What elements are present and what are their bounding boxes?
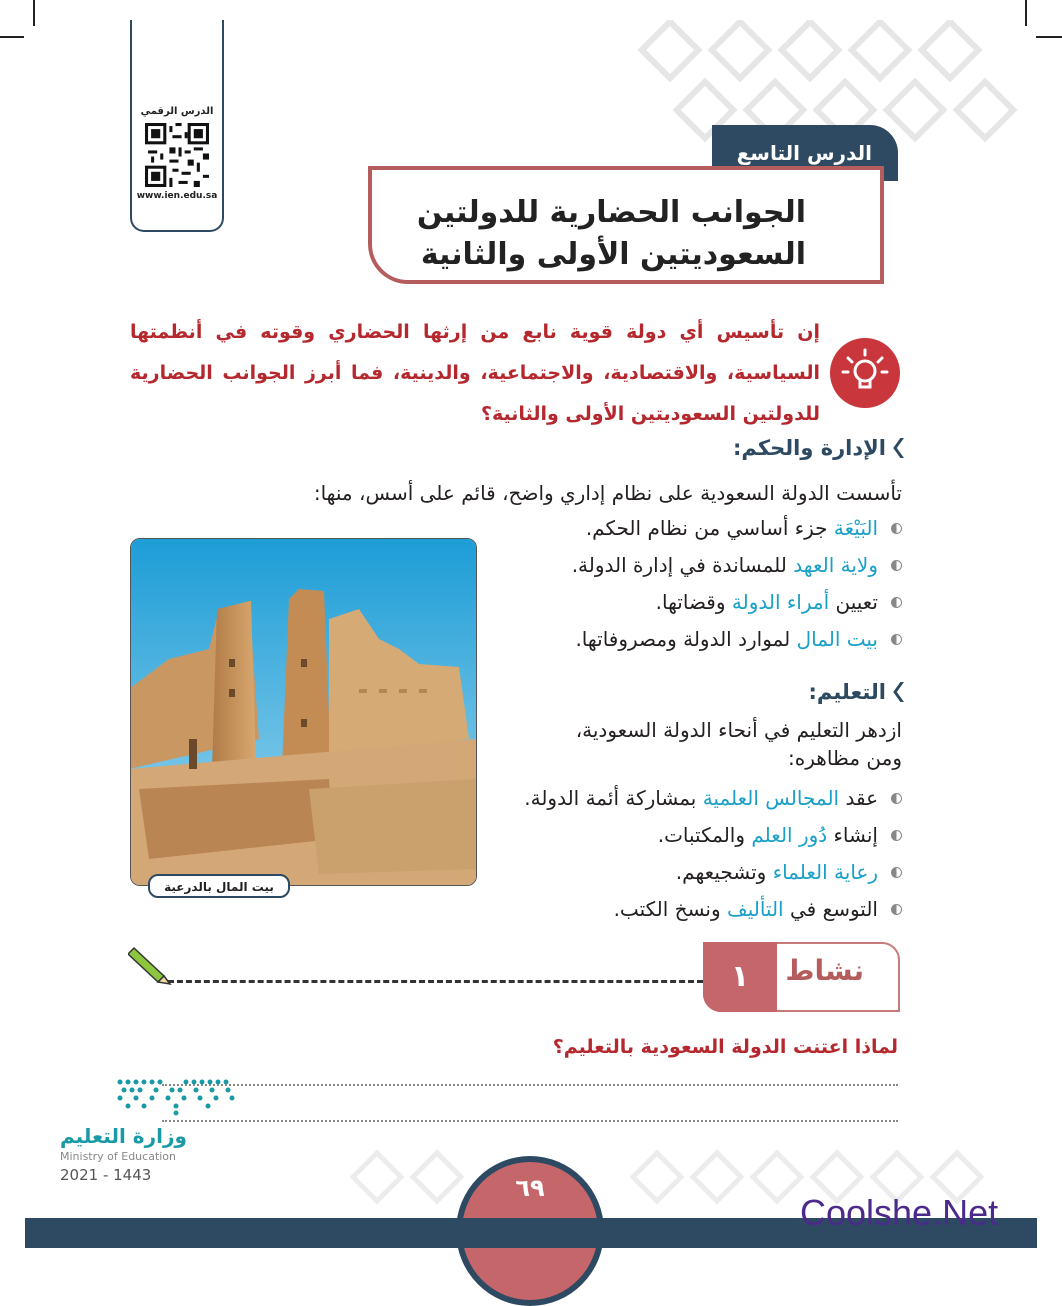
- bullet-icon: [891, 523, 902, 534]
- education-list: [524, 780, 902, 928]
- key-term: رعاية العلماء: [772, 860, 878, 884]
- answer-line[interactable]: [162, 1120, 898, 1122]
- list-item: [572, 584, 902, 621]
- ministry-logo-icon: [116, 1076, 238, 1116]
- key-term: أمراء الدولة: [731, 590, 830, 614]
- list-item: [572, 510, 902, 547]
- lesson-number-tab: الدرس التاسع: [712, 125, 898, 181]
- governance-heading-text: الإدارة والحكم:: [733, 436, 886, 460]
- list-item-text: وقضاتها.: [655, 590, 732, 614]
- bullet-icon: [891, 830, 902, 841]
- ministry-name-en: Ministry of Education: [60, 1150, 177, 1163]
- list-item-text: جزء أساسي من نظام الحكم.: [585, 516, 834, 540]
- digital-lesson-panel[interactable]: [130, 20, 224, 232]
- diriyah-treasury-photo: [130, 538, 477, 886]
- lesson-title-line2: السعوديتين الأولى والثانية: [420, 237, 806, 272]
- list-item: [524, 891, 902, 928]
- list-item-text: ونسخ الكتب.: [613, 897, 727, 921]
- lightbulb-icon: [830, 338, 900, 408]
- ministry-name-ar: وزارة التعليم: [60, 1124, 187, 1148]
- page-number: ٦٩: [515, 1174, 545, 1202]
- list-item-text: التوسع في: [783, 897, 878, 921]
- list-item: [524, 817, 902, 854]
- edition-year: 2021 - 1443: [60, 1166, 152, 1184]
- list-item: [524, 854, 902, 891]
- answer-line[interactable]: [162, 1084, 898, 1086]
- list-item-text: عقد: [839, 786, 878, 810]
- list-item-text: تعيين: [829, 590, 878, 614]
- education-lead-line1: ازدهر التعليم في أنحاء الدولة السعودية،: [575, 718, 902, 742]
- intro-question: إن تأسيس أي دولة قوية نابع من إرثها الحضاري وقوته في أنظمتها السياسية، والاقتصادية، والاجتماعية، والدينية، فما أبرز الجوانب الحضارية للدولتين السعوديتين الأولى والثانية؟: [130, 321, 820, 425]
- list-item: [572, 621, 902, 658]
- list-item: [572, 547, 902, 584]
- lesson-title-line1: الجوانب الحضارية للدولتين: [416, 195, 806, 230]
- education-heading-text: التعليم:: [808, 680, 886, 704]
- list-item-text: وتشجيعهم.: [675, 860, 773, 884]
- list-item-text: بمشاركة أئمة الدولة.: [524, 786, 703, 810]
- key-term: دُور العلم: [751, 823, 828, 847]
- key-term: البَيْعَة: [833, 516, 878, 540]
- list-item-text: لموارد الدولة ومصروفاتها.: [575, 627, 797, 651]
- activity-label: نشاط: [785, 954, 864, 987]
- key-term: بيت المال: [796, 627, 878, 651]
- key-term: التأليف: [727, 897, 784, 921]
- qr-code-icon[interactable]: [145, 123, 209, 187]
- governance-lead: تأسست الدولة السعودية على نظام إداري واضح، قائم على أسس، منها:: [313, 481, 902, 505]
- activity-dashed-line: [168, 980, 703, 983]
- site-watermark: Coolshe.Net: [800, 1192, 999, 1233]
- key-term: ولاية العهد: [793, 553, 878, 577]
- digital-lesson-url[interactable]: www.ien.edu.sa: [136, 191, 218, 201]
- bullet-icon: [891, 597, 902, 608]
- section-arrow-icon: [892, 682, 904, 702]
- list-item-text: للمساندة في إدارة الدولة.: [571, 553, 794, 577]
- bullet-icon: [891, 904, 902, 915]
- governance-list: [572, 510, 902, 658]
- activity-question: لماذا اعتنت الدولة السعودية بالتعليم؟: [552, 1036, 898, 1058]
- crop-mark: [0, 36, 24, 38]
- bullet-icon: [891, 867, 902, 878]
- education-lead: [576, 716, 902, 772]
- digital-lesson-label: الدرس الرقمي: [140, 106, 214, 117]
- section-arrow-icon: [892, 438, 904, 458]
- list-item-text: إنشاء: [827, 823, 878, 847]
- list-item-text: والمكتبات.: [657, 823, 752, 847]
- photo-caption: بيت المال بالدرعية: [148, 874, 290, 898]
- governance-heading: [733, 436, 904, 460]
- activity-box: [703, 942, 900, 1012]
- education-heading: [808, 680, 904, 704]
- education-lead-line2: ومن مظاهره:: [788, 746, 902, 770]
- crop-mark: [33, 0, 35, 26]
- bullet-icon: [891, 634, 902, 645]
- bullet-icon: [891, 793, 902, 804]
- key-term: المجالس العلمية: [702, 786, 840, 810]
- lesson-title-box: [368, 166, 884, 284]
- bullet-icon: [891, 560, 902, 571]
- lesson-title: [417, 192, 806, 276]
- activity-number: ١: [703, 942, 777, 1012]
- list-item: [524, 780, 902, 817]
